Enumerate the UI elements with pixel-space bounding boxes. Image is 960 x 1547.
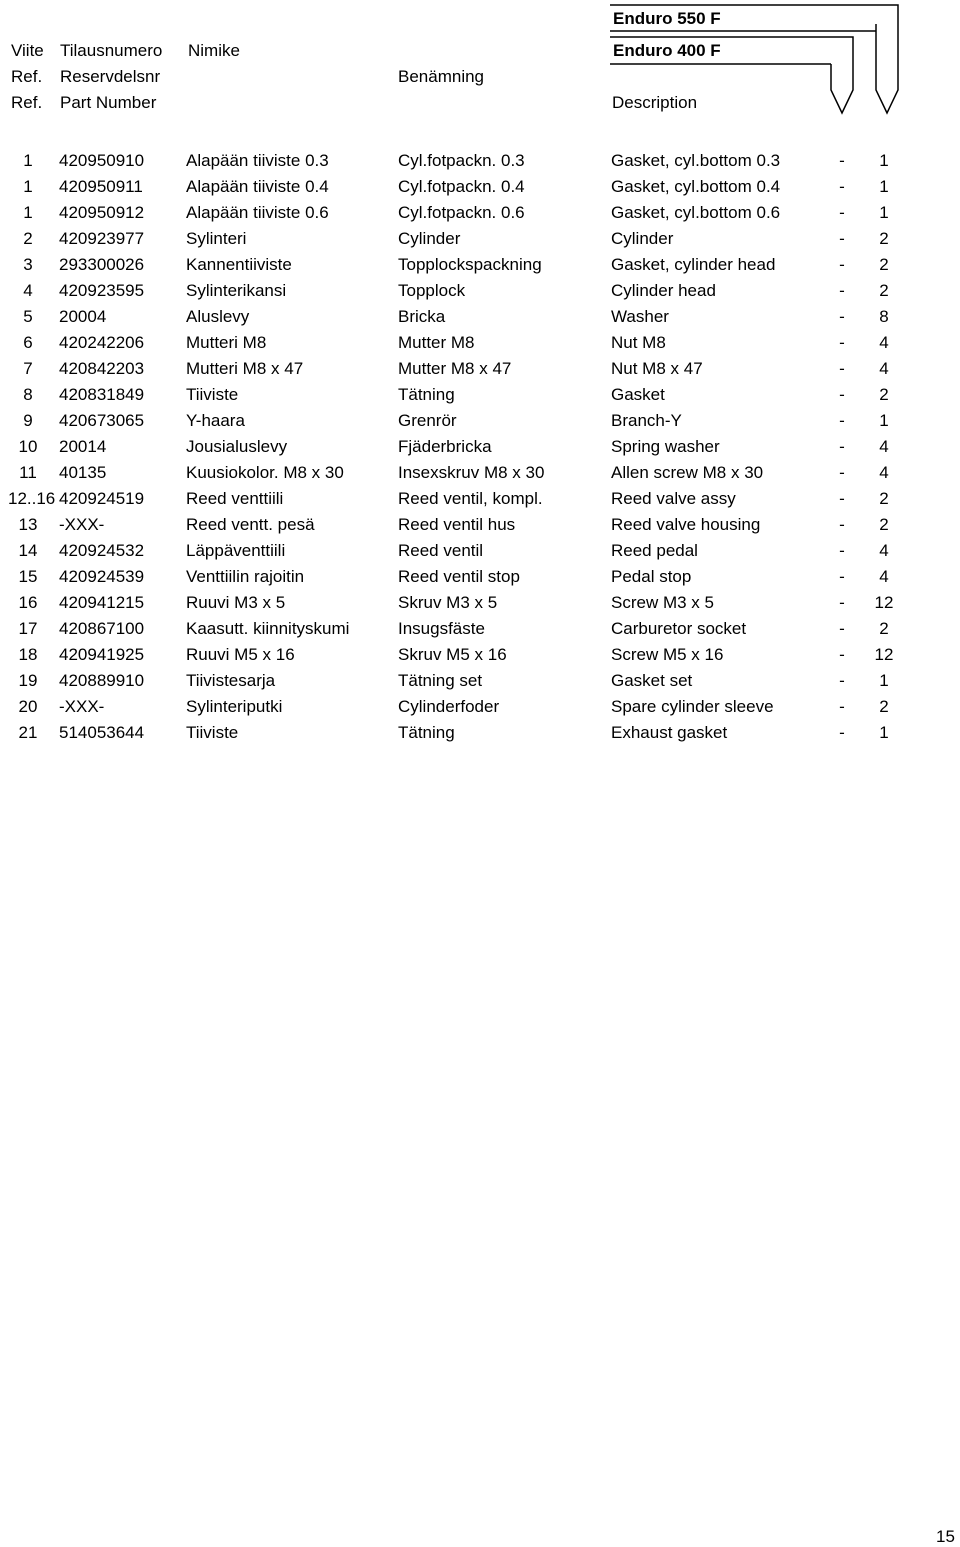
table-row: [0, 178, 960, 204]
row-name-en: Gasket, cyl.bottom 0.6: [611, 203, 781, 222]
header-part-number-en: Part Number: [60, 93, 157, 112]
row-qty-400: -: [839, 671, 845, 690]
row-name-fi: Jousialuslevy: [186, 437, 288, 456]
row-name-sv: Tätning: [398, 723, 455, 742]
row-name-sv: Grenrör: [398, 411, 457, 430]
row-ref: 11: [19, 463, 37, 482]
table-row: [0, 334, 960, 360]
row-name-en: Carburetor socket: [611, 619, 747, 638]
row-qty-400: -: [839, 463, 845, 482]
table-row: [0, 464, 960, 490]
row-qty-550: 4: [879, 359, 889, 378]
row-part-number: 420924519: [59, 489, 145, 508]
row-name-en: Spring washer: [611, 437, 720, 456]
row-part-number: -XXX-: [59, 697, 105, 716]
table-row: [0, 360, 960, 386]
row-qty-550: 2: [879, 515, 889, 534]
row-name-fi: Ruuvi M3 x 5: [186, 593, 286, 612]
row-part-number: 420831849: [59, 385, 145, 404]
table-row: [0, 490, 960, 516]
row-part-number: 420867100: [59, 619, 145, 638]
table-row: [0, 594, 960, 620]
row-qty-400: -: [839, 307, 845, 326]
row-name-sv: Reed ventil stop: [398, 567, 520, 586]
row-qty-400: -: [839, 645, 845, 664]
row-name-en: Gasket, cyl.bottom 0.3: [611, 151, 781, 170]
row-name-fi: Alapään tiiviste 0.4: [186, 177, 329, 196]
row-qty-400: -: [839, 541, 845, 560]
row-name-fi: Alapään tiiviste 0.6: [186, 203, 329, 222]
row-qty-400: -: [839, 437, 845, 456]
row-name-fi: Venttiilin rajoitin: [186, 567, 305, 586]
row-ref: 1: [23, 177, 33, 196]
model-title-550: Enduro 550 F: [613, 9, 721, 28]
row-name-fi: Sylinteriputki: [186, 697, 283, 716]
row-ref: 9: [23, 411, 33, 430]
row-name-fi: Läppäventtiili: [186, 541, 286, 560]
row-ref: 1: [23, 151, 33, 170]
row-name-en: Spare cylinder sleeve: [611, 697, 774, 716]
row-qty-400: -: [839, 411, 845, 430]
row-qty-550: 2: [879, 229, 889, 248]
row-part-number: 293300026: [59, 255, 145, 274]
row-ref: 5: [23, 307, 33, 326]
row-name-en: Allen screw M8 x 30: [611, 463, 764, 482]
row-ref: 2: [23, 229, 33, 248]
table-row: [0, 308, 960, 334]
header-ref-fi: Viite: [11, 41, 44, 60]
row-qty-550: 1: [879, 177, 889, 196]
row-qty-550: 4: [879, 567, 889, 586]
row-name-sv: Mutter M8 x 47: [398, 359, 512, 378]
row-ref: 7: [23, 359, 33, 378]
header-name-en: Description: [612, 93, 698, 112]
row-ref: 19: [18, 671, 38, 690]
row-name-fi: Y-haara: [186, 411, 245, 430]
row-qty-400: -: [839, 359, 845, 378]
row-part-number: 20014: [59, 437, 107, 456]
row-name-sv: Reed ventil: [398, 541, 484, 560]
row-qty-550: 2: [879, 619, 889, 638]
row-qty-400: -: [839, 619, 845, 638]
row-qty-400: -: [839, 593, 845, 612]
row-qty-550: 1: [879, 151, 889, 170]
row-qty-550: 2: [879, 281, 889, 300]
table-row: [0, 412, 960, 438]
row-name-en: Gasket set: [611, 671, 693, 690]
row-ref: 6: [23, 333, 33, 352]
row-name-en: Gasket: [611, 385, 665, 404]
row-part-number: 420842203: [59, 359, 145, 378]
row-part-number: 420924539: [59, 567, 145, 586]
row-name-fi: Tiivistesarja: [186, 671, 276, 690]
table-row: [0, 646, 960, 672]
page-number: 15: [936, 1527, 955, 1546]
row-name-en: Branch-Y: [611, 411, 682, 430]
row-qty-400: -: [839, 697, 845, 716]
header-ref-sv: Ref.: [11, 67, 43, 86]
row-name-sv: Insugsfäste: [398, 619, 485, 638]
row-qty-550: 2: [879, 255, 889, 274]
row-qty-550: 4: [879, 541, 889, 560]
header-part-number-fi: Tilausnumero: [60, 41, 163, 60]
row-name-sv: Cyl.fotpackn. 0.3: [398, 151, 525, 170]
row-qty-400: -: [839, 255, 845, 274]
row-name-en: Gasket, cyl.bottom 0.4: [611, 177, 781, 196]
row-name-sv: Tätning: [398, 385, 455, 404]
row-qty-550: 4: [879, 463, 889, 482]
row-name-sv: Tätning set: [398, 671, 483, 690]
row-ref: 3: [23, 255, 33, 274]
row-qty-400: -: [839, 385, 845, 404]
model-title-400: Enduro 400 F: [613, 41, 721, 60]
row-qty-550: 2: [879, 385, 889, 404]
row-part-number: 420924532: [59, 541, 145, 560]
row-name-fi: Reed venttiili: [186, 489, 284, 508]
row-name-fi: Ruuvi M5 x 16: [186, 645, 295, 664]
row-name-sv: Cylinderfoder: [398, 697, 500, 716]
row-part-number: -XXX-: [59, 515, 105, 534]
row-name-fi: Reed ventt. pesä: [186, 515, 315, 534]
row-name-sv: Reed ventil, kompl.: [398, 489, 543, 508]
row-part-number: 420950911: [59, 177, 143, 196]
row-part-number: 420923595: [59, 281, 145, 300]
row-part-number: 420941925: [59, 645, 145, 664]
row-name-fi: Aluslevy: [186, 307, 250, 326]
row-name-en: Reed valve assy: [611, 489, 736, 508]
row-name-sv: Reed ventil hus: [398, 515, 516, 534]
header-part-number-sv: Reservdelsnr: [60, 67, 161, 86]
table-row: [0, 724, 960, 750]
row-name-fi: Mutteri M8 x 47: [186, 359, 304, 378]
row-qty-550: 8: [879, 307, 889, 326]
row-qty-400: -: [839, 203, 845, 222]
row-name-en: Screw M5 x 16: [611, 645, 724, 664]
row-ref: 4: [23, 281, 33, 300]
row-qty-400: -: [839, 515, 845, 534]
table-row: [0, 386, 960, 412]
row-ref: 1: [23, 203, 33, 222]
row-ref: 20: [18, 697, 38, 716]
row-name-fi: Sylinterikansi: [186, 281, 287, 300]
row-name-en: Gasket, cylinder head: [611, 255, 776, 274]
row-part-number: 40135: [59, 463, 107, 482]
table-row: [0, 620, 960, 646]
row-name-sv: Topplockspackning: [398, 255, 542, 274]
row-qty-400: -: [839, 281, 845, 300]
row-part-number: 420941215: [59, 593, 145, 612]
row-qty-400: -: [839, 567, 845, 586]
table-row: [0, 204, 960, 230]
table-row: [0, 672, 960, 698]
row-part-number: 420923977: [59, 229, 145, 248]
row-part-number: 420889910: [59, 671, 145, 690]
row-name-en: Exhaust gasket: [611, 723, 728, 742]
table-row: [0, 516, 960, 542]
table-row: [0, 152, 960, 178]
row-part-number: 420673065: [59, 411, 145, 430]
row-qty-550: 1: [879, 203, 889, 222]
row-qty-400: -: [839, 333, 845, 352]
row-qty-400: -: [839, 151, 845, 170]
table-row: [0, 256, 960, 282]
row-name-en: Screw M3 x 5: [611, 593, 714, 612]
table-row: [0, 542, 960, 568]
row-name-fi: Mutteri M8: [186, 333, 267, 352]
row-qty-550: 2: [879, 489, 889, 508]
header-name-fi: Nimike: [188, 41, 240, 60]
row-name-en: Cylinder head: [611, 281, 716, 300]
row-qty-550: 1: [879, 671, 889, 690]
row-name-sv: Fjäderbricka: [398, 437, 492, 456]
row-name-sv: Mutter M8: [398, 333, 475, 352]
row-qty-400: -: [839, 723, 845, 742]
row-name-sv: Skruv M3 x 5: [398, 593, 498, 612]
row-qty-550: 4: [879, 333, 889, 352]
row-name-sv: Cyl.fotpackn. 0.4: [398, 177, 525, 196]
row-name-sv: Bricka: [398, 307, 446, 326]
row-part-number: 20004: [59, 307, 107, 326]
row-part-number: 420950910: [59, 151, 145, 170]
row-name-en: Reed valve housing: [611, 515, 761, 534]
table-row: [0, 282, 960, 308]
row-qty-550: 1: [879, 723, 889, 742]
row-qty-550: 4: [879, 437, 889, 456]
row-name-sv: Topplock: [398, 281, 466, 300]
row-qty-550: 12: [874, 593, 894, 612]
row-ref: 8: [23, 385, 33, 404]
table-row: [0, 438, 960, 464]
row-name-sv: Insexskruv M8 x 30: [398, 463, 545, 482]
row-name-en: Cylinder: [611, 229, 674, 248]
row-name-fi: Kannentiiviste: [186, 255, 292, 274]
row-name-fi: Alapään tiiviste 0.3: [186, 151, 329, 170]
row-part-number: 514053644: [59, 723, 145, 742]
row-name-en: Reed pedal: [611, 541, 698, 560]
row-name-en: Nut M8 x 47: [611, 359, 703, 378]
row-ref: 17: [18, 619, 38, 638]
row-ref: 15: [18, 567, 38, 586]
row-name-fi: Kaasutt. kiinnityskumi: [186, 619, 350, 638]
header-ref-en: Ref.: [11, 93, 43, 112]
header-name-sv: Benämning: [398, 67, 485, 86]
row-ref: 14: [18, 541, 38, 560]
row-name-fi: Kuusiokolor. M8 x 30: [186, 463, 344, 482]
row-ref: 13: [18, 515, 38, 534]
row-qty-550: 2: [879, 697, 889, 716]
table-row: [0, 230, 960, 256]
row-name-fi: Sylinteri: [186, 229, 247, 248]
row-name-en: Nut M8: [611, 333, 666, 352]
table-row: [0, 698, 960, 724]
row-ref: 12..16: [8, 489, 56, 508]
row-qty-400: -: [839, 489, 845, 508]
row-name-fi: Tiiviste: [186, 385, 239, 404]
row-name-en: Pedal stop: [611, 567, 692, 586]
row-ref: 18: [18, 645, 38, 664]
row-qty-400: -: [839, 177, 845, 196]
row-qty-400: -: [839, 229, 845, 248]
row-ref: 21: [18, 723, 38, 742]
row-name-sv: Skruv M5 x 16: [398, 645, 507, 664]
row-name-en: Washer: [611, 307, 669, 326]
row-name-fi: Tiiviste: [186, 723, 239, 742]
row-ref: 10: [18, 437, 38, 456]
row-name-sv: Cyl.fotpackn. 0.6: [398, 203, 525, 222]
row-qty-550: 1: [879, 411, 889, 430]
row-name-sv: Cylinder: [398, 229, 461, 248]
table-row: [0, 568, 960, 594]
row-part-number: 420950912: [59, 203, 145, 222]
row-ref: 16: [18, 593, 38, 612]
row-part-number: 420242206: [59, 333, 145, 352]
row-qty-550: 12: [874, 645, 894, 664]
